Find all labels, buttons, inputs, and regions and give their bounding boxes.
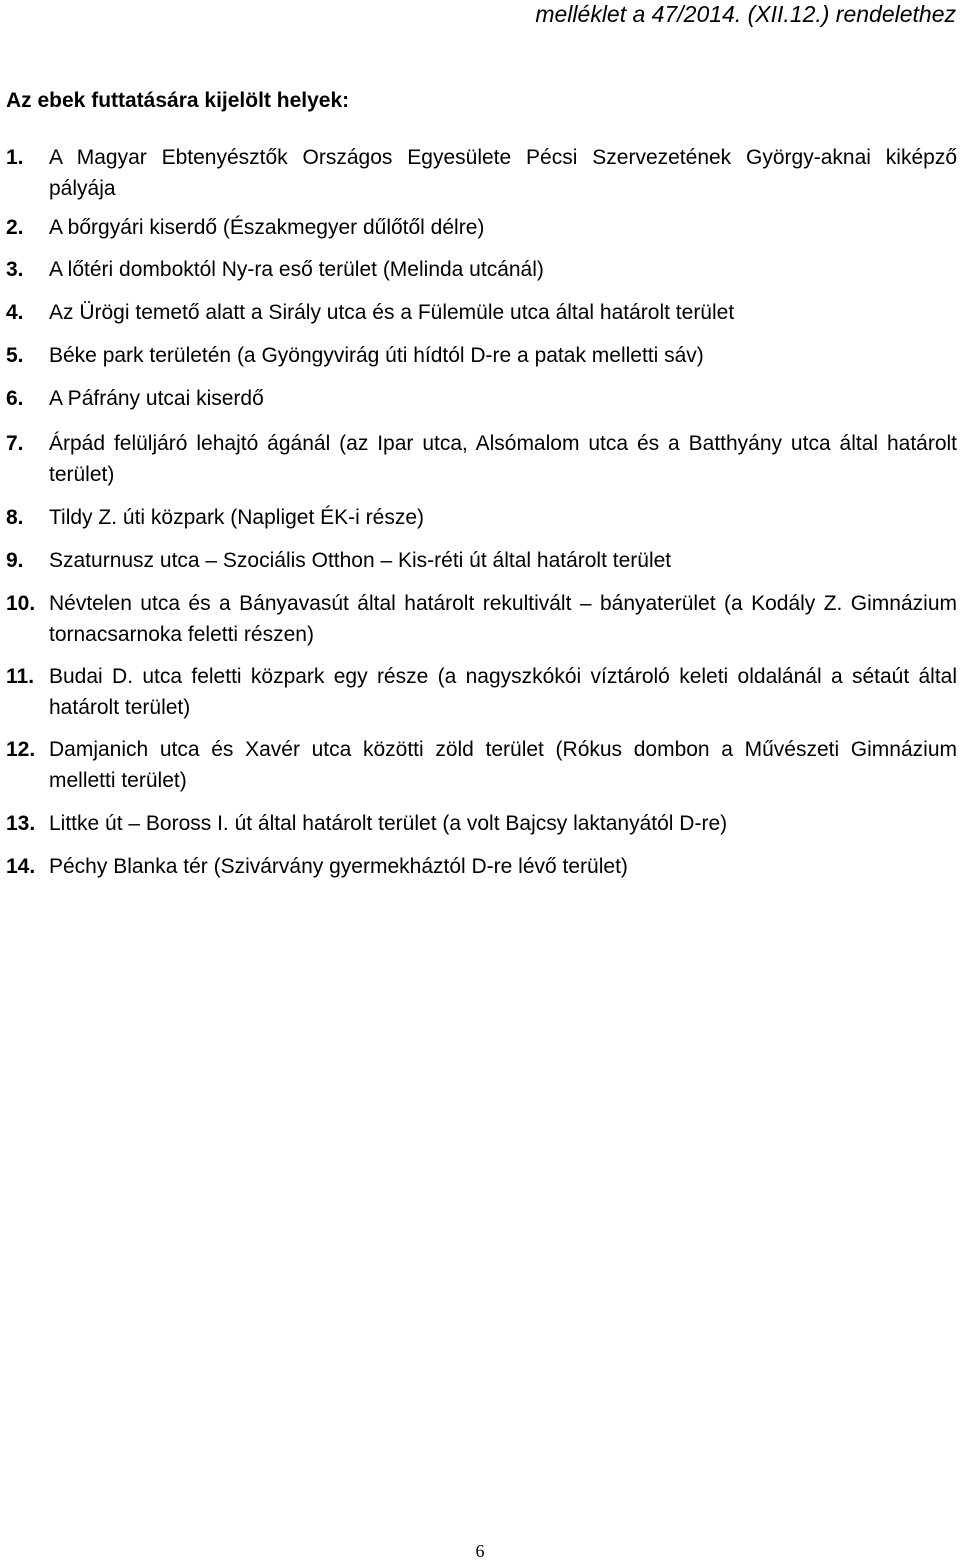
item-text: Árpád felüljáró lehajtó ágánál (az Ipar utca, Alsómalom utca és a Batthyány utca által határolt terület)	[49, 432, 957, 486]
item-number: 2.	[6, 216, 24, 239]
item-number: 14.	[6, 855, 36, 878]
item-text: Béke park területén (a Gyöngyvirág úti hídtól D-re a patak melletti sáv)	[49, 344, 704, 367]
item-number: 7.	[6, 432, 24, 455]
page-heading: Az ebek futtatására kijelölt helyek:	[6, 89, 350, 112]
item-text: A Páfrány utcai kiserdő	[49, 387, 264, 410]
item-number: 6.	[6, 387, 24, 410]
item-text: A bőrgyári kiserdő (Északmegyer dűlőtől délre)	[49, 216, 485, 239]
item-number: 12.	[6, 738, 36, 761]
item-text: Szaturnusz utca – Szociális Otthon – Kis-réti út által határolt terület	[49, 549, 672, 572]
page-number: 6	[475, 1541, 485, 1561]
item-text: A lőtéri domboktól Ny-ra eső terület (Melinda utcánál)	[49, 258, 544, 281]
item-text: A Magyar Ebtenyésztők Országos Egyesülete Pécsi Szervezetének György-aknai kiképző pályája	[49, 146, 957, 200]
item-number: 9.	[6, 549, 24, 572]
item-number: 3.	[6, 258, 24, 281]
item-number: 4.	[6, 301, 24, 324]
item-number: 5.	[6, 344, 24, 367]
item-text: Damjanich utca és Xavér utca közötti zöld terület (Rókus dombon a Művészeti Gimnázium melletti terület)	[49, 738, 957, 792]
item-text: Az Ürögi temető alatt a Sirály utca és a Fülemüle utca által határolt terület	[49, 301, 735, 324]
item-number: 1.	[6, 146, 24, 169]
item-text: Budai D. utca feletti közpark egy része (a nagyszkókói víztároló keleti oldalánál a sétaút által határolt terület)	[49, 665, 957, 719]
item-number: 11.	[6, 665, 35, 688]
item-text: Péchy Blanka tér (Szivárvány gyermekháztól D-re lévő terület)	[49, 855, 628, 878]
header-note: melléklet a 47/2014. (XII.12.) rendelethez	[535, 1, 956, 27]
item-text: Névtelen utca és a Bányavasút által határolt rekultivált – bányaterület (a Kodály Z. Gimnázium tornacsarnoka feletti részen)	[49, 592, 957, 646]
item-number: 13.	[6, 812, 36, 835]
item-number: 8.	[6, 506, 24, 529]
item-text: Littke út – Boross I. út által határolt terület (a volt Bajcsy laktanyától D-re)	[49, 812, 728, 835]
item-number: 10.	[6, 592, 36, 615]
item-text: Tildy Z. úti közpark (Napliget ÉK-i része)	[49, 506, 424, 529]
